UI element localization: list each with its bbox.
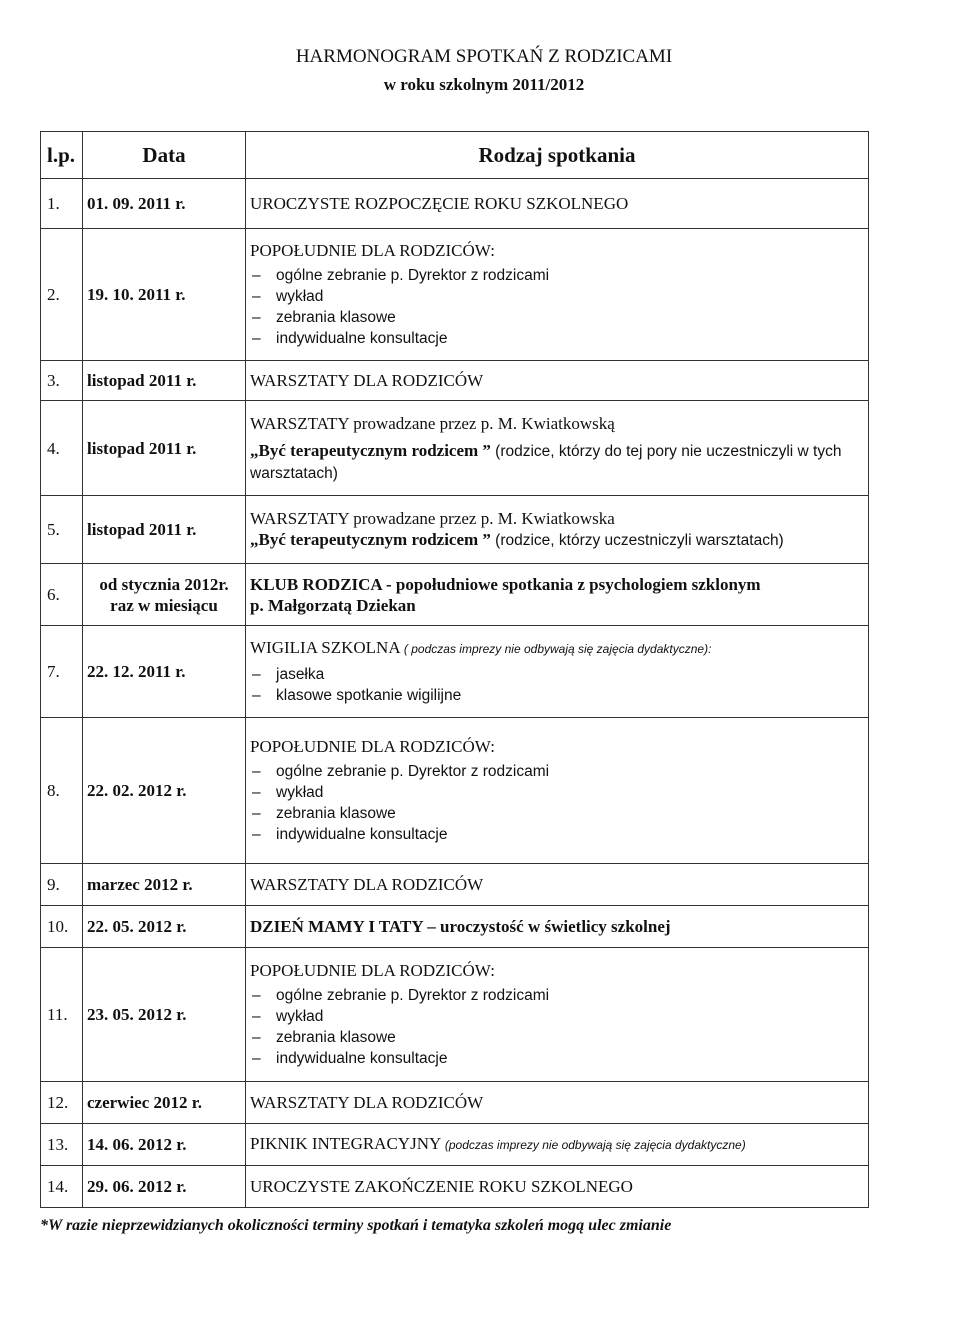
row-date-line2: raz w miesiącu [110,595,218,615]
row-number: 4. [41,401,83,496]
row-number: 13. [41,1124,83,1166]
row-number: 1. [41,179,83,229]
row-date: 22. 12. 2011 r. [83,626,246,718]
list-item: – ogólne zebranie p. Dyrektor z rodzicami [250,265,864,286]
table-row [41,1082,869,1124]
row-number: 2. [41,229,83,361]
column-header-type: Rodzaj spotkania [246,132,869,179]
row-date-line1: od stycznia 2012r. [99,574,229,594]
row-number: 9. [41,864,83,906]
table-row [41,718,869,864]
row-content [246,626,869,718]
table-row [41,948,869,1082]
row-title: WARSZTATY prowadzane przez p. M. Kwiatkowska [250,509,615,528]
row-title: KLUB RODZICA - popołudniowe spotkania z psychologiem szklonym [250,574,761,594]
list-item: – wykład [250,286,864,307]
row-title: WARSZTATY DLA RODZICÓW [246,864,869,906]
row-date: 22. 02. 2012 r. [83,718,246,864]
row-quote: „Być terapeutycznym rodzicem ” [250,440,491,460]
row-content [246,948,869,1082]
row-number: 5. [41,496,83,564]
row-date [83,564,246,626]
list-item: – wykład [250,782,864,803]
table-row [41,906,869,948]
row-date: listopad 2011 r. [83,496,246,564]
row-content [246,496,869,564]
row-date: 19. 10. 2011 r. [83,229,246,361]
row-title: WARSZTATY DLA RODZICÓW [246,361,869,401]
row-quote: „Być terapeutycznym rodzicem ” [250,530,491,549]
table-row [41,179,869,229]
row-number: 7. [41,626,83,718]
row-date: 14. 06. 2012 r. [83,1124,246,1166]
row-title: PIKNIK INTEGRACYJNY [250,1134,441,1153]
table-row [41,401,869,496]
row-content [246,1124,869,1166]
list-item: – zebrania klasowe [250,1027,864,1048]
document-subtitle: w roku szkolnym 2011/2012 [383,75,585,94]
list-item: – ogólne zebranie p. Dyrektor z rodzicami [250,761,864,782]
row-content [246,718,869,864]
list-item: – jasełka [250,664,864,685]
row-content [246,401,869,496]
row-title: POPOŁUDNIE DLA RODZICÓW: [250,241,495,260]
list-item: – wykład [250,1006,864,1027]
row-number: 11. [41,948,83,1082]
row-title: UROCZYSTE ZAKOŃCZENIE ROKU SZKOLNEGO [246,1166,869,1208]
table-header-row [41,132,869,179]
row-number: 6. [41,564,83,626]
list-item: – zebrania klasowe [250,803,864,824]
table-row [41,1124,869,1166]
row-number: 3. [41,361,83,401]
row-content [246,564,869,626]
schedule-table [40,131,869,1208]
table-row [41,1166,869,1208]
row-title: POPOŁUDNIE DLA RODZICÓW: [250,737,495,756]
table-row [41,626,869,718]
row-item-list [250,761,864,845]
row-date: czerwiec 2012 r. [83,1082,246,1124]
row-item-list [250,265,864,349]
footnote: *W razie nieprzewidzianych okoliczności terminy spotkań i tematyka szkoleń mogą ulec zmianie [40,1217,672,1234]
table-row [41,496,869,564]
row-description: (rodzice, którzy uczestniczyli warsztatach) [495,532,784,549]
row-date: 22. 05. 2012 r. [83,906,246,948]
table-row [41,361,869,401]
row-date: 29. 06. 2012 r. [83,1166,246,1208]
row-item-list [250,664,864,706]
row-date: 23. 05. 2012 r. [83,948,246,1082]
row-item-list [250,985,864,1069]
list-item: – klasowe spotkanie wigilijne [250,685,864,706]
row-date: 01. 09. 2011 r. [83,179,246,229]
row-title: WARSZTATY DLA RODZICÓW [246,1082,869,1124]
row-title: WARSZTATY prowadzane przez p. M. Kwiatkowską [250,413,615,433]
list-item: – indywidualne konsultacje [250,824,864,845]
row-title: UROCZYSTE ROZPOCZĘCIE ROKU SZKOLNEGO [246,179,869,229]
row-number: 12. [41,1082,83,1124]
list-item: – indywidualne konsultacje [250,328,864,349]
table-row [41,229,869,361]
table-row [41,564,869,626]
table-row [41,864,869,906]
row-number: 8. [41,718,83,864]
row-title: WIGILIA SZKOLNA [250,638,400,657]
row-description: (rodzice, którzy do tej pory nie uczestniczyli w tych warsztatach) [250,442,842,482]
row-content [246,229,869,361]
list-item: – ogólne zebranie p. Dyrektor z rodzicami [250,985,864,1006]
column-header-date: Data [83,132,246,179]
list-item: – indywidualne konsultacje [250,1048,864,1069]
row-title: POPOŁUDNIE DLA RODZICÓW: [250,961,495,980]
row-title-line2: p. Małgorzatą Dziekan [250,595,416,615]
row-number: 14. [41,1166,83,1208]
row-date: marzec 2012 r. [83,864,246,906]
document-title: HARMONOGRAM SPOTKAŃ Z RODZICAMI [295,46,673,67]
row-date: listopad 2011 r. [83,401,246,496]
column-header-lp: l.p. [41,132,83,179]
row-note: ( podczas imprezy nie odbywają się zajęcia dydaktyczne): [403,642,712,656]
row-title: DZIEŃ MAMY I TATY – uroczystość w świetlicy szkolnej [246,906,869,948]
list-item: – zebrania klasowe [250,307,864,328]
row-note: (podczas imprezy nie odbywają się zajęcia dydaktyczne) [444,1138,746,1152]
row-date: listopad 2011 r. [83,361,246,401]
row-number: 10. [41,906,83,948]
